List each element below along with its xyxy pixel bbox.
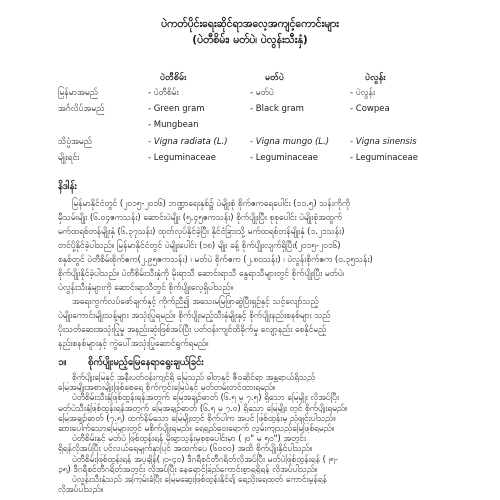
- paragraph-line: စနှစ်တွင် ပဲတီစိမ်းစိုက်ဧက(၂.၉၅ဧကသန်း) ၊ မတ်ပဲ စိုက်ဧက (၂.၈၀သန်း) ၊ ပဲလွန်းစိုက်ဧက (၀.၃၅သန်း): [58, 254, 373, 264]
- paragraph-line: ၃၅) ဒီဂရီစင်တီဂရိတ်အတွင်း လိုအပ်ပြီး နေရောင်ခြည်ကောင်းစွာရရှိရန် လိုအပ်ပါသည်။: [58, 463, 318, 474]
- paragraph-line: တင်ပို့နိုင်ခဲ့ပါသည်။ မြန်မာနိုင်ငံတွင် ပဲမျိုးပေါင်း (၁၈) မျိုး ခန့် စိုက်ပျိုးလျက်ရှိပြီး(၂၀၁၅-၂၀၁၆): [58, 240, 341, 250]
- table-cell: - Leguminaceae: [148, 153, 216, 163]
- paragraph-line: မက်ထရစ်တန်မျိုးနှံ (၆.၃၇သန်း) ထုတ်လုပ်နိုင်ခဲ့ပြီး နိုင်ငံခြားသို့ မက်ထရစ်တန်မျိုးနှံ (၁.၂၁သန်း): [58, 226, 345, 236]
- row-label: သိပ္ပံအမည်: [58, 137, 92, 147]
- paragraph-line: မြေအချဉ်ဓာတ် (၇.၅) ထက်နိမ့်သော မြေမျိုးတွင် စိုက်ပါက အပင် ဖြစ်ထွန်းမှု ညံ့ဖျင်းပါသည်။: [58, 412, 336, 423]
- paragraph-line: စိုက်ပျိုးနိုင်ခဲ့ပါသည်။ ပဲတီစိမ်းသီးနှံကို မိုးရာသီ ဆောင်းရာသီ နွေရာသီများတွင် စိုက်ပျိုးပြီး မတ်ပဲ၊: [58, 268, 344, 278]
- table-header-mungbean: ပဲတီစိမ်း: [160, 73, 187, 83]
- table-cell: - Cowpea: [350, 104, 390, 114]
- table-cell: - Leguminaceae: [250, 153, 318, 163]
- paragraph-line: ပဲတီစိမ်းနှင့် မတ်ပဲ ဖြစ်ထွန်းရန် မိုးရွာသွန်းမှုစုစုပေါင်းမှာ (၂၀" မှ ၅၀") အတွင်း: [72, 433, 307, 444]
- intro-heading: နိဒါန်း: [58, 181, 77, 192]
- row-label: မြန်မာအမည်: [58, 88, 98, 98]
- paragraph-line: နည်းစနစ်များနှင့် ကွဲပေါ်အသုံးပြုဆောင်ရွက်ရမည်။: [58, 338, 209, 348]
- table-cell: - Vigna sinensis: [350, 137, 417, 147]
- paragraph-line: စိုက်ပျိုးမြေနှင့် အနီးပတ်ဝန်းကျင်ရှိ မြေသည် ဓါတုနှင့် ဇီဝဆိုင်ရာ အန္တရာယ်ရှိသည့်: [72, 372, 316, 382]
- table-cell: - Black gram: [250, 104, 304, 114]
- paragraph-line: မြေအမျိုးအစားမျိုးဖြစ်စေရေ စိုက်ကွင်းမြေပဲနှင့် မှတ်တမ်းတင်ထားရမည်။: [58, 382, 276, 393]
- paragraph-line: မြန်မာနိုင်ငံတွင် (၂၀၁၅-၂၀၁၆) ဘဏ္ဍာရေးနှစ်၌ ပဲမျိုးစုံ စိုက်ဧကရေပေါင်း (၁၁.၅) သန်းကိုကို: [72, 198, 351, 208]
- section-number: ၁။: [58, 357, 67, 368]
- paragraph-line: ပဲတီစိမ်းသီးနှံဖြစ်ထွန်းရန်အတွက် မြေအချဉ်ဓာတ် (၆.၅ မှ ၇.၅) ရှိသော မြေမျိုး လိုအပ်ပြီး: [72, 392, 339, 403]
- table-cell: - Vigna radiata (L.): [148, 137, 228, 147]
- table-cell: - Green gram: [148, 104, 205, 114]
- table-cell: - ပဲလွန်း: [350, 88, 376, 98]
- row-label: မျိုးရင်း: [58, 153, 80, 163]
- table-header-blackgram: မတ်ပဲ: [265, 73, 285, 83]
- table-cell: - မတ်ပဲ: [250, 88, 274, 98]
- paragraph-line: မှီသမ်းမျိုး (၆.၀၄ဧကသန်း) ဆောင်းပဲမျိုး (၅.၄၅ဧကသန်း) စိုက်ပျိုးပြီး စုစုပေါင်း ပဲမျိုးစုံအထွက်: [58, 212, 343, 222]
- paragraph-line: ပဲမျိုးကောင်းမျိုးသန့်များ အသုံးပြုရမည်။ စိုက်ပျိုးမည့်သီးနှံမျိုးနှင့် စိုက်ပျိုးနည်းစနစ်များ သည်: [58, 310, 331, 320]
- paragraph-line: ပဲလွန်းသီးနှံများကို ဆောင်းရာသီတွင် စိုက်ပျိုးလေ့ရှိပါသည်။: [58, 282, 234, 292]
- document-subtitle: (ပဲတီစိမ်း၊ မတ်ပဲ၊ ပဲလွန်းသီးနှံ): [192, 34, 308, 46]
- document-title: ပဲကတ်ပိုင်းရေးဆိုင်ရာအလေ့အကျင့်ကောင်းများ: [161, 18, 339, 30]
- intro-paragraph: [58, 196, 443, 350]
- paragraph-line: လိုအပ်ပါသည်။: [58, 484, 104, 495]
- table-cell: - ပဲတီစိမ်း: [148, 88, 179, 98]
- paragraph-line: ပဲတီစိမ်းဖြစ်ထွန်းရန် အပူချိန်(၂၀-၄၀) ဒီဂရီစင်တီဂရိတ်လိုအပ်ပြီး မတ်ပဲဖြစ်ထွန်းရန် (၂၅-: [72, 453, 338, 464]
- section-paragraph: [58, 372, 443, 494]
- table-cell: - Vigna mungo (L.): [250, 137, 330, 147]
- row-label: အင်္ဂလိပ်အမည်: [58, 104, 105, 114]
- paragraph-line: ရှိရန်လိုအပ်ပြီး ပင်လယ်ရေမျက်နှာပြင် အထက်ပေ (၆၀၀၀) အထိ စိုက်ပျိုးနိုင်ပါသည်။: [58, 443, 313, 454]
- paragraph-line: မတ်ပဲသီးနှံဖြစ်ထွန်းရန်အတွက် မြေအချဉ်ဓာတ် (၆.၅ မှ ၇.၀) ရှိသော မြေမျိုး တွင် စိုက်ပျိုးရမည်။: [58, 402, 348, 413]
- paragraph-line: ပဲလွန်းသီးနှံသည် အကြမ်းခံပြီး မြေမဆွေးဖြစ်ထွန်းနိုင်၍ ရေညှိုးရေထုတ် ကောင်းမွန်ရန်: [72, 474, 327, 485]
- table-cell: - Mungbean: [148, 120, 199, 130]
- table-header-cowpea: ပဲလွန်း: [365, 73, 386, 83]
- paragraph-line: ဆားပေါက်သောမြေများတွင် မစိုက်ပျိုးရမည်။ ရေရှည်ဝေးရောက် လွှမ်းကျသည့်မြေဖြစ်ရမည်။: [58, 423, 335, 434]
- paragraph-line: ပိုးသတ်ဆေးအသုံးပြုမှု အနည်းဆုံးဖြစ်အပ်ပြီး ပတ်ဝန်းကျင်ထိခိုက်မှု လျော့နည်း စေနိုင်မည့်: [58, 324, 327, 334]
- section-title: စိုက်ပျိုးမည့်မြေနေရာရွေးချယ်ခြင်း: [88, 357, 204, 368]
- paragraph-line: အရေးကွက်လပ်ဖော်ချက်နှင့် ကိုက်ညီ၍ အသေးမမြဖြာဆွဲပြီးရှဉ်နှင့် သင့်လျော်သည့်: [72, 296, 319, 306]
- table-cell: - Leguminaceae: [350, 153, 418, 163]
